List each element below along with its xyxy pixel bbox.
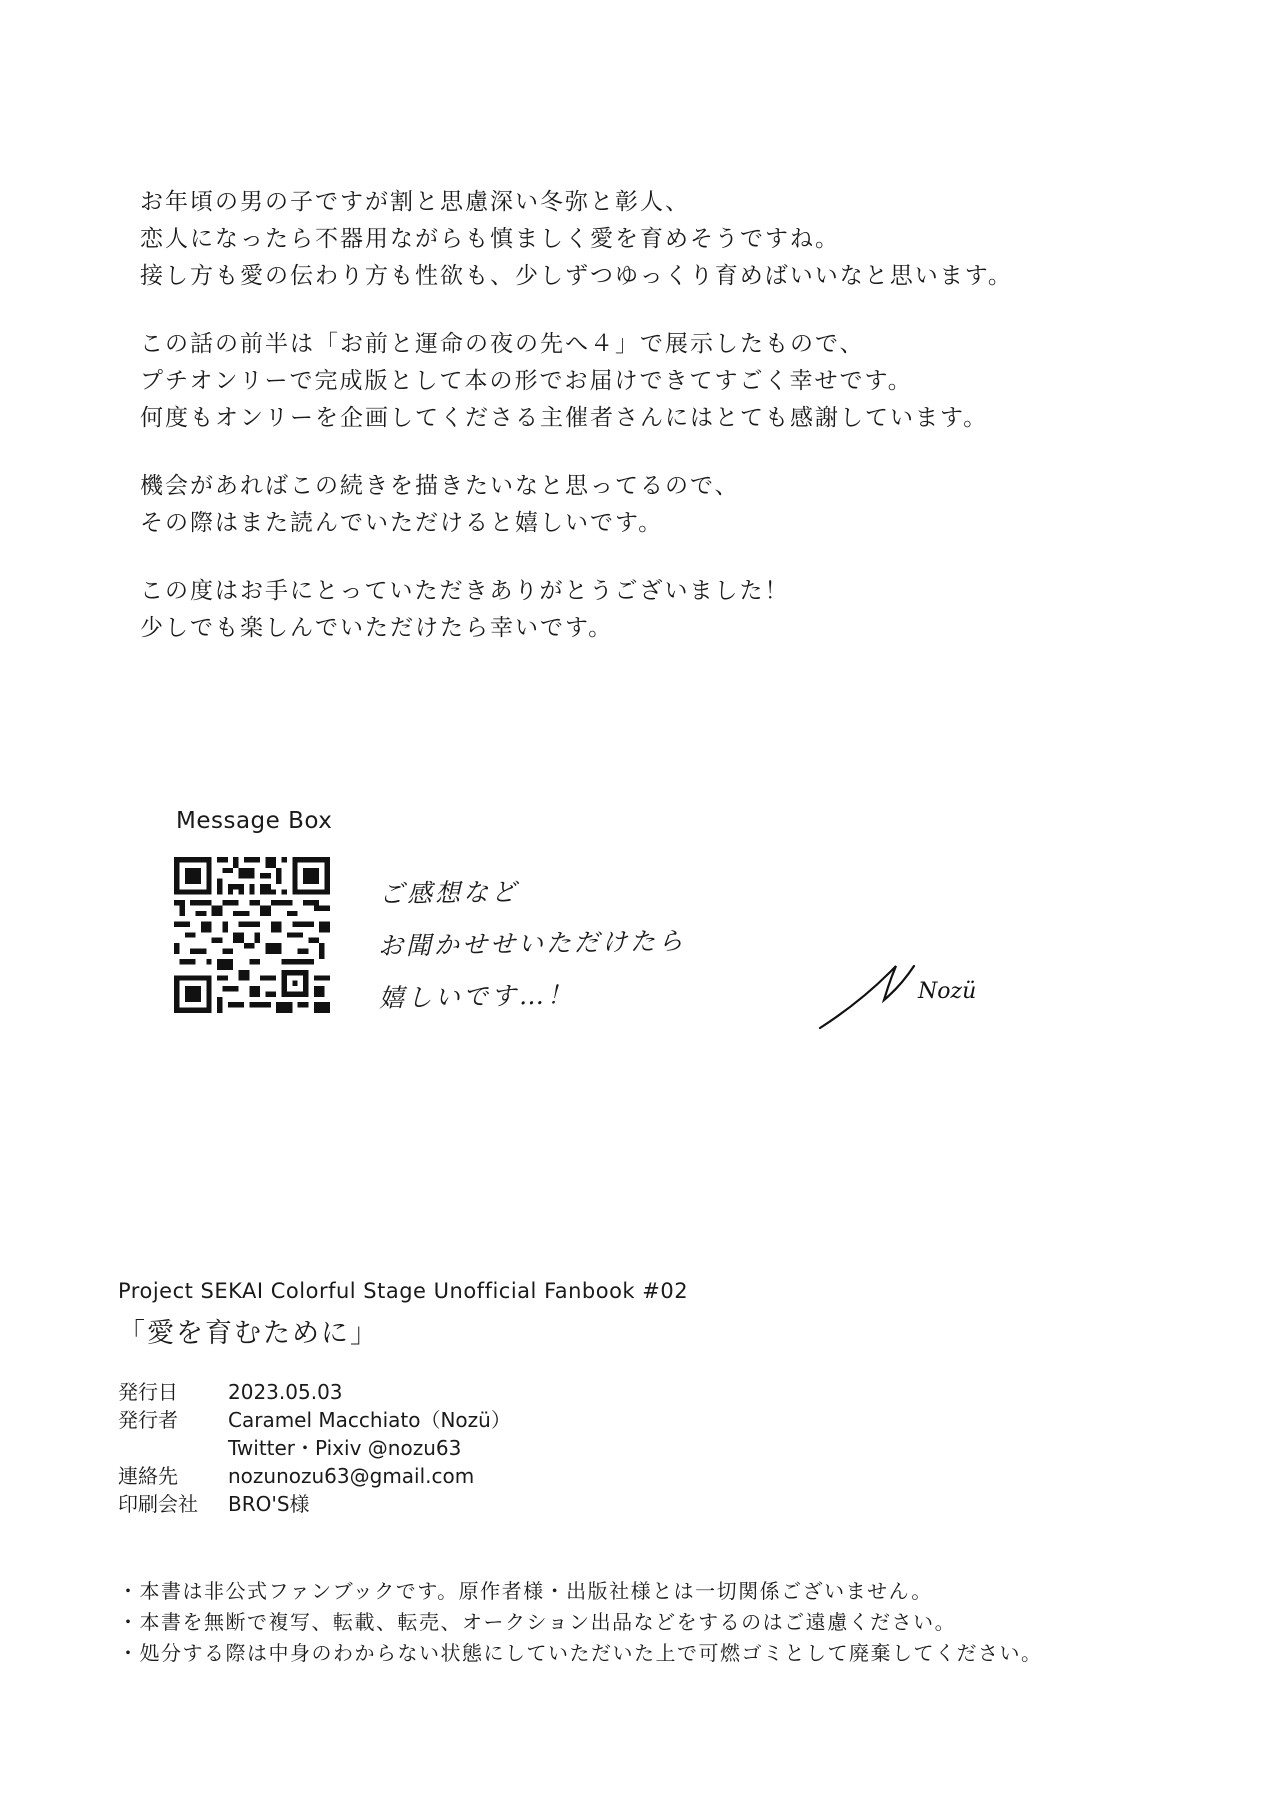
info-label: 発行者 [118,1408,178,1432]
handwritten-line: 嬉しいです…！ [378,980,576,1013]
handwritten-message [377,863,688,1024]
fanbook-series-title: Project SEKAI Colorful Stage Unofficial Fanbook #02 [118,1279,689,1303]
notes [118,1576,1218,1669]
afterword-line: 恋人になったら不器用ながらも慎ましく愛を育めそうですね。 [140,226,840,252]
publication-info [118,1378,1018,1518]
afterword-line: お年頃の男の子ですが割と思慮深い冬弥と彰人、 [140,189,690,215]
info-label: 印刷会社 [118,1492,198,1516]
handwritten-line: ご感想など [378,877,520,909]
afterword-line: その際はまた読んでいただけると嬉しいです。 [140,510,664,536]
afterword-line: 機会があればこの続きを描きたいなと思ってるので、 [140,473,740,499]
afterword [140,184,1180,678]
social-accounts: Twitter・Pixiv @nozu63 [228,1436,462,1460]
afterword-line: この度はお手にとっていただきありがとうございました！ [140,578,790,604]
note-item: ・本書は非公式ファンブックです。原作者様・出版社様とは一切関係ございません。 [118,1579,933,1603]
note-item: ・処分する際は中身のわからない状態にしていただいた上で可燃ゴミとして廃棄してください。 [118,1641,1043,1665]
afterword-line: 少しでも楽しんでいただけたら幸いです。 [140,615,614,641]
afterword-paragraph-1 [140,184,1180,295]
book-title: 「愛を育むために」 [118,1318,379,1349]
signature [818,960,978,1030]
signature-text: Nozü [918,979,977,1004]
afterword-paragraph-2 [140,326,1180,437]
afterword-line: 接し方も愛の伝わり方も性欲も、少しずつゆっくり育めばいいなと思います。 [140,263,1013,289]
note-item: ・本書を無断で複写、転載、転売、オークション出品などをするのはご遠慮ください。 [118,1610,957,1634]
afterword-paragraph-4 [140,573,1180,647]
message-box-label: Message Box [176,808,333,834]
publish-date: 2023.05.03 [228,1380,343,1404]
printing-company: BRO'S様 [228,1492,310,1516]
colophon [118,1276,1018,1518]
info-label [118,1434,228,1462]
afterword-paragraph-3 [140,468,1180,542]
contact-email[interactable]: nozunozu63@gmail.com [228,1464,475,1488]
afterword-line: プチオンリーで完成版として本の形でお届けできてすごく幸せです。 [140,368,913,394]
afterword-line: この話の前半は「お前と運命の夜の先へ４」で展示したもので、 [140,331,865,357]
afterword-line: 何度もオンリーを企画してくださる主催者さんにはとても感謝しています。 [140,405,989,431]
info-label: 発行日 [118,1380,178,1404]
publisher: Caramel Macchiato（Nozü） [228,1408,511,1432]
handwritten-line: お聞かせせいただけたら [377,926,687,961]
info-label: 連絡先 [118,1464,178,1488]
qr-code-icon[interactable] [174,857,330,1013]
